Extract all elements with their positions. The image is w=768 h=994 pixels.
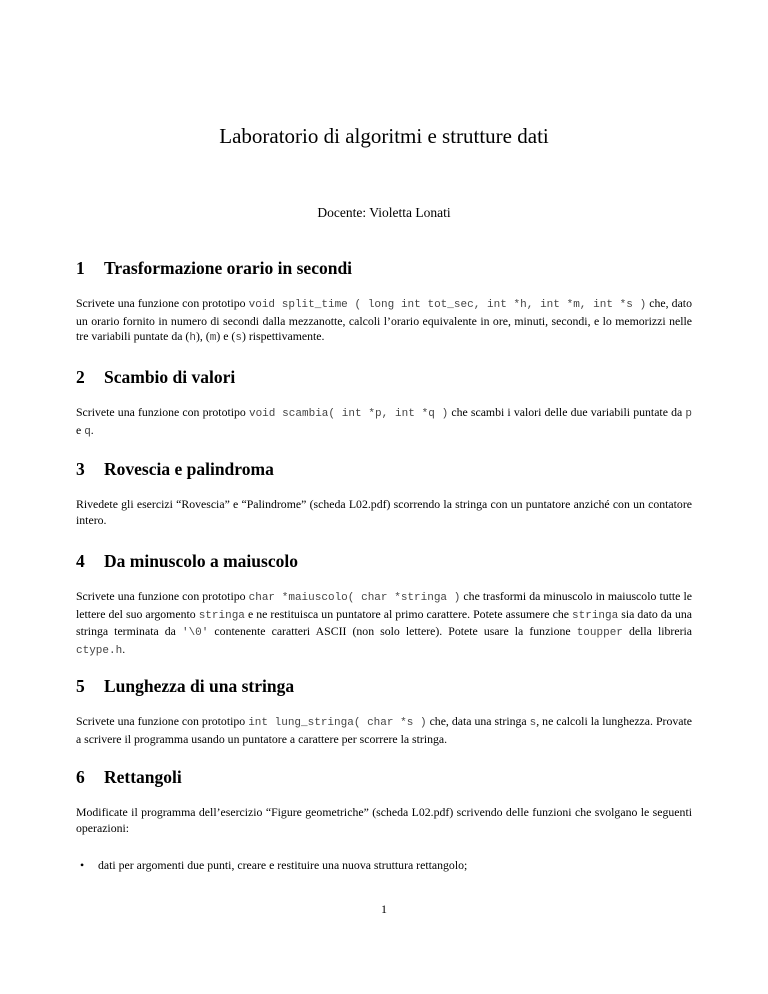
- body-text: Scrivete una funzione con prototipo: [76, 405, 249, 419]
- section-number: 1: [76, 258, 85, 278]
- code-inline: '\0': [181, 627, 209, 639]
- section-number: 2: [76, 367, 85, 387]
- section-heading: [76, 459, 692, 480]
- section-heading: [76, 367, 692, 388]
- section-number: 6: [76, 767, 85, 787]
- body-text: Rivedete gli esercizi “Rovescia” e “Palindrome” (scheda L02.pdf) scorrendo la stringa con un puntatore anziché con un contatore intero.: [76, 497, 692, 527]
- body-text: e ne restituisca un puntatore al primo carattere. Potete assumere che: [244, 606, 573, 621]
- section-5: [76, 676, 692, 747]
- body-text: Scrivete una funzione con prototipo: [76, 714, 249, 728]
- section-title: Rovescia e palindroma: [104, 459, 274, 479]
- section-heading: [76, 676, 692, 697]
- section-body: [76, 296, 692, 347]
- code-inline: p: [685, 408, 692, 420]
- code-inline: s: [529, 717, 537, 729]
- section-title: Rettangoli: [104, 767, 182, 787]
- list-item-text: dati per argomenti due punti, creare e restituire una nuova struttura rettangolo;: [98, 858, 468, 872]
- body-text: che scambi i valori delle due variabili puntate da: [448, 405, 686, 419]
- body-text: della libreria: [622, 624, 693, 638]
- section-2: [76, 367, 692, 440]
- section-title: Scambio di valori: [104, 367, 236, 387]
- section-body: [76, 589, 692, 659]
- section-6: [76, 767, 692, 874]
- page-number: 1: [381, 902, 387, 916]
- section-title: Lunghezza di una stringa: [104, 676, 295, 696]
- bullet-icon: •: [80, 858, 85, 872]
- code-inline: char *maiuscolo( char *stringa ): [248, 592, 461, 604]
- body-text: Scrivete una funzione con prototipo: [76, 589, 249, 603]
- list-item: [76, 858, 692, 874]
- body-text: che trasformi da minuscolo in maiuscolo tutte le lettere del suo argomento: [76, 589, 692, 621]
- section-1: [76, 258, 692, 347]
- body-text: .: [90, 422, 94, 437]
- section-heading: [76, 551, 692, 572]
- section-body: [76, 405, 692, 440]
- document-title: Laboratorio di algoritmi e strutture dati: [219, 124, 549, 148]
- section-body: [76, 714, 692, 747]
- body-text: ) e (: [216, 329, 236, 343]
- code-inline: void split_time ( long int tot_sec, int *h, int *m, int *s ): [248, 299, 647, 311]
- section-4: [76, 551, 692, 659]
- body-text: sia dato da una stringa terminata da: [76, 606, 693, 638]
- body-text: ), (: [195, 329, 210, 343]
- code-inline: toupper: [576, 627, 623, 639]
- code-inline: int lung_stringa( char *s ): [248, 717, 427, 729]
- body-text: e: [76, 422, 85, 437]
- code-inline: q: [84, 425, 91, 438]
- code-inline: void scambia( int *p, int *q ): [248, 408, 449, 420]
- section-3: [76, 459, 692, 528]
- body-text: che, dato un orario fornito in numero di secondi dalla mezzanotte, calcoli l’orario equivalente in ore, minuti, secondi, e lo memorizzi nelle tre variabili puntate da (: [76, 296, 692, 343]
- code-inline: h: [189, 332, 196, 344]
- section-number: 3: [76, 459, 85, 479]
- code-inline: s: [235, 332, 242, 344]
- body-text: .: [122, 641, 126, 656]
- body-text: Scrivete una funzione con prototipo: [76, 296, 249, 310]
- document-author: Docente: Violetta Lonati: [317, 205, 451, 220]
- body-text: Modificate il programma dell’esercizio “Figure geometriche” (scheda L02.pdf) scrivendo delle funzioni che svolgano le seguenti operazioni:: [76, 805, 692, 835]
- body-text: ) rispettivamente.: [241, 329, 325, 343]
- section-body: [76, 497, 692, 528]
- section-number: 5: [76, 676, 85, 696]
- code-inline: stringa: [198, 609, 245, 622]
- code-inline: m: [209, 332, 217, 344]
- body-text: , ne calcoli la lunghezza. Provate a scrivere il programma usando un puntatore a carattere per scorrere la stringa.: [76, 714, 693, 746]
- section-number: 4: [76, 551, 85, 571]
- body-text: contenente caratteri ASCII (non solo lettere). Potete usare la funzione: [208, 624, 577, 638]
- section-title: Trasformazione orario in secondi: [104, 258, 353, 278]
- code-inline: ctype.h: [76, 644, 123, 657]
- section-heading: [76, 258, 692, 279]
- body-text: che, data una stringa: [426, 714, 530, 728]
- section-heading: [76, 767, 692, 788]
- section-body: [76, 805, 692, 836]
- code-inline: stringa: [572, 609, 619, 622]
- bullet-list: [76, 858, 692, 874]
- section-title: Da minuscolo a maiuscolo: [104, 551, 298, 571]
